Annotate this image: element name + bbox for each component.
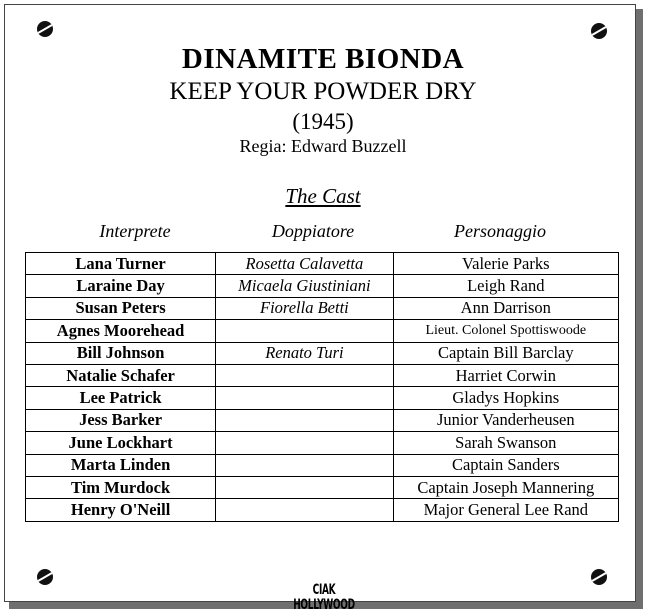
dubber-cell (216, 364, 393, 386)
dubber-cell: Renato Turi (216, 342, 393, 364)
character-cell: Captain Sanders (393, 454, 618, 476)
actor-cell: Tim Murdock (26, 476, 216, 498)
actor-cell: Lee Patrick (26, 387, 216, 409)
character-cell: Captain Bill Barclay (393, 342, 618, 364)
screw-icon (37, 21, 53, 37)
table-row (26, 253, 619, 275)
actor-cell: Laraine Day (26, 275, 216, 297)
table-row (26, 432, 619, 454)
column-header-actor: Interprete (99, 221, 171, 241)
table-row (26, 454, 619, 476)
character-cell: Lieut. Colonel Spottiswoode (393, 320, 618, 342)
dubber-cell (216, 432, 393, 454)
cast-table (25, 252, 619, 522)
column-header-character: Personaggio (454, 221, 546, 241)
screw-icon (591, 23, 607, 39)
dubber-cell (216, 320, 393, 342)
table-row (26, 387, 619, 409)
screw-icon (37, 569, 53, 585)
character-cell: Harriet Corwin (393, 364, 618, 386)
table-row (26, 499, 619, 521)
screw-icon (591, 569, 607, 585)
table-row (26, 409, 619, 431)
dubber-cell: Rosetta Calavetta (216, 253, 393, 275)
table-row (26, 364, 619, 386)
character-cell: Valerie Parks (393, 253, 618, 275)
character-cell: Ann Darrison (393, 297, 618, 319)
character-cell: Leigh Rand (393, 275, 618, 297)
actor-cell: Natalie Schafer (26, 364, 216, 386)
actor-cell: Agnes Moorehead (26, 320, 216, 342)
table-row (26, 297, 619, 319)
table-row (26, 320, 619, 342)
cast-card (4, 4, 636, 613)
dubber-cell: Fiorella Betti (216, 297, 393, 319)
character-cell: Gladys Hopkins (393, 387, 618, 409)
actor-cell: June Lockhart (26, 432, 216, 454)
actor-cell: Marta Linden (26, 454, 216, 476)
actor-cell: Henry O'Neill (26, 499, 216, 521)
actor-cell: Lana Turner (26, 253, 216, 275)
dubber-cell (216, 499, 393, 521)
character-cell: Junior Vanderheusen (393, 409, 618, 431)
actor-cell: Susan Peters (26, 297, 216, 319)
director-credit: Regia: Edward Buzzell (239, 136, 407, 156)
character-cell: Captain Joseph Mannering (393, 476, 618, 498)
dubber-cell (216, 409, 393, 431)
table-row (26, 342, 619, 364)
dubber-cell (216, 387, 393, 409)
actor-cell: Jess Barker (26, 409, 216, 431)
table-row (26, 275, 619, 297)
character-cell: Major General Lee Rand (393, 499, 618, 521)
column-header-dubber: Doppiatore (271, 221, 355, 241)
dubber-cell (216, 454, 393, 476)
original-title: KEEP YOUR POWDER DRY (169, 78, 477, 105)
table-row (26, 476, 619, 498)
dubber-cell (216, 476, 393, 498)
ciak-hollywood-logo: CIAK HOLLYWOOD (293, 582, 355, 613)
italian-title: DINAMITE BIONDA (181, 43, 465, 75)
actor-cell: Bill Johnson (26, 342, 216, 364)
release-year: (1945) (292, 109, 354, 134)
character-cell: Sarah Swanson (393, 432, 618, 454)
cast-heading: The Cast (285, 184, 361, 208)
dubber-cell: Micaela Giustiniani (216, 275, 393, 297)
